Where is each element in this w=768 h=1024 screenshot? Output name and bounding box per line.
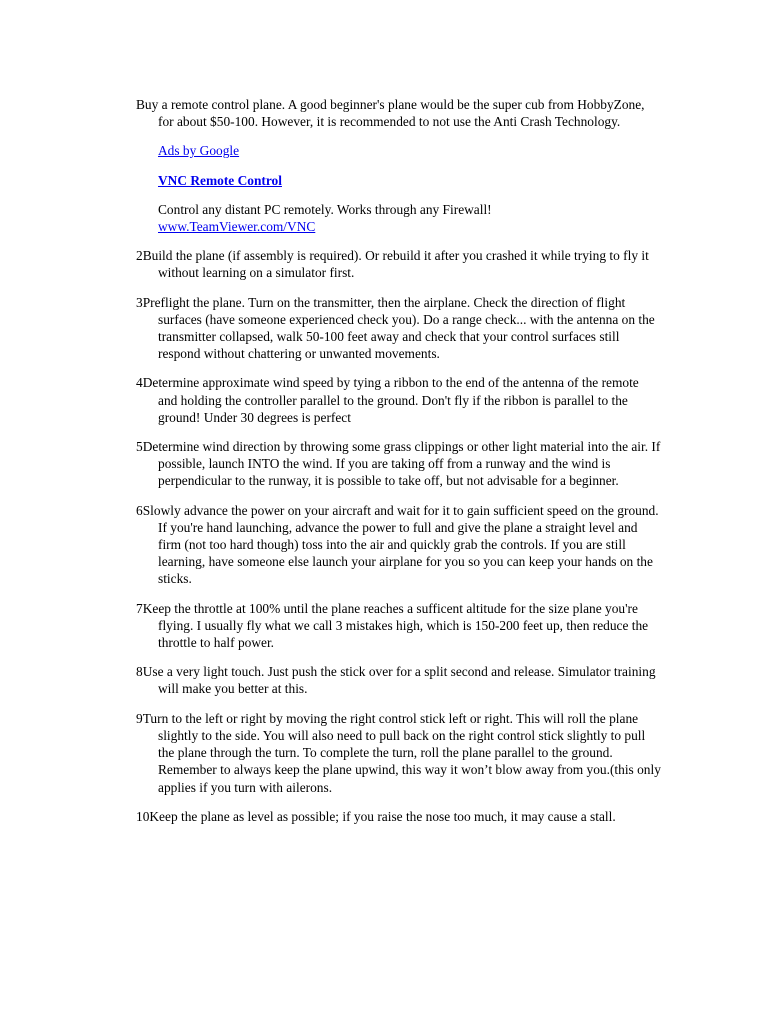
step-text: Keep the throttle at 100% until the plane reaches a sufficent altitude for the size plane you're flying. I usually fly what we call 3 mistakes high, which is 150-200 feet up, then reduce the throttle to half power. [142,600,649,651]
step-number: 2 [136,248,143,264]
ad-description: Control any distant PC remotely. Works through any Firewall! [158,201,492,217]
step-text: Slowly advance the power on your aircraft and wait for it to gain sufficient speed on the ground. If you're hand launching, advance the power to full and give the plane a straight level and firm (not too hard though) toss into the air and quickly grab the controls. If you are still learning, have someone else launch your airplane for you so you can keep your hands on the sticks. [142,502,659,587]
step-number: 7 [136,600,143,616]
step-item [136,502,661,588]
intro-text: Buy a remote control plane. A good beginner's plane would be the super cub from HobbyZone, for about $50-100. However, it is recommended to not use the Anti Crash Technology. [136,97,645,130]
step-item [136,710,661,796]
step-item [136,438,661,490]
step-number: 6 [136,502,143,518]
ads-by-google-link[interactable]: Ads by Google [158,143,240,159]
step-text: Build the plane (if assembly is required). Or rebuild it after you crashed it while trying to fly it without learning on a simulator first. [142,248,649,281]
step-number: 9 [136,710,143,726]
step-number: 8 [136,664,143,680]
step-text: Turn to the left or right by moving the right control stick left or right. This will roll the plane slightly to the side. You will also need to pull back on the right control stick slightly to pull the plane through the turn. To complete the turn, roll the plane parallel to the ground. Remember to always keep the plane upwind, this way it won’t blow away from you.(this only applies if you turn with ailerons. [142,710,661,795]
ad-title-link[interactable]: VNC Remote Control [158,172,282,188]
step-text: Preflight the plane. Turn on the transmitter, then the airplane. Check the direction of flight surfaces (have someone experienced check you). Do a range check... with the antenna on the transmitter collapsed, walk 50-100 feet away and check that your control surfaces still respond without chattering or unwanted movements. [142,294,655,362]
step-item [136,808,661,825]
step-item [136,663,661,697]
document-body [136,96,661,837]
step-number: 10 [136,808,150,824]
step-text: Determine approximate wind speed by tying a ribbon to the end of the antenna of the remote and holding the controller parallel to the ground. Don't fly if the ribbon is parallel to the ground! Under 30 degrees is perfect [142,375,639,425]
step-text: Keep the plane as level as possible; if you raise the nose too much, it may cause a stall. [149,808,616,824]
step-text: Determine wind direction by throwing some grass clippings or other light material into the air. If possible, launch INTO the wind. If you are taking off from a runway and the wind is perpendicular to the runway, it is possible to take off, but not advisable for a beginner. [142,439,661,489]
step-item [136,600,661,652]
ad-url-link[interactable]: www.TeamViewer.com/VNC [158,219,316,235]
ad-block [136,142,661,235]
step-item [136,374,661,426]
step-text: Use a very light touch. Just push the stick over for a split second and release. Simulator training will make you better at this. [142,664,656,697]
step-number: 5 [136,439,143,455]
intro-step [136,96,661,130]
step-item [136,247,661,281]
step-number: 3 [136,294,143,310]
step-number: 4 [136,375,143,391]
step-item [136,294,661,363]
